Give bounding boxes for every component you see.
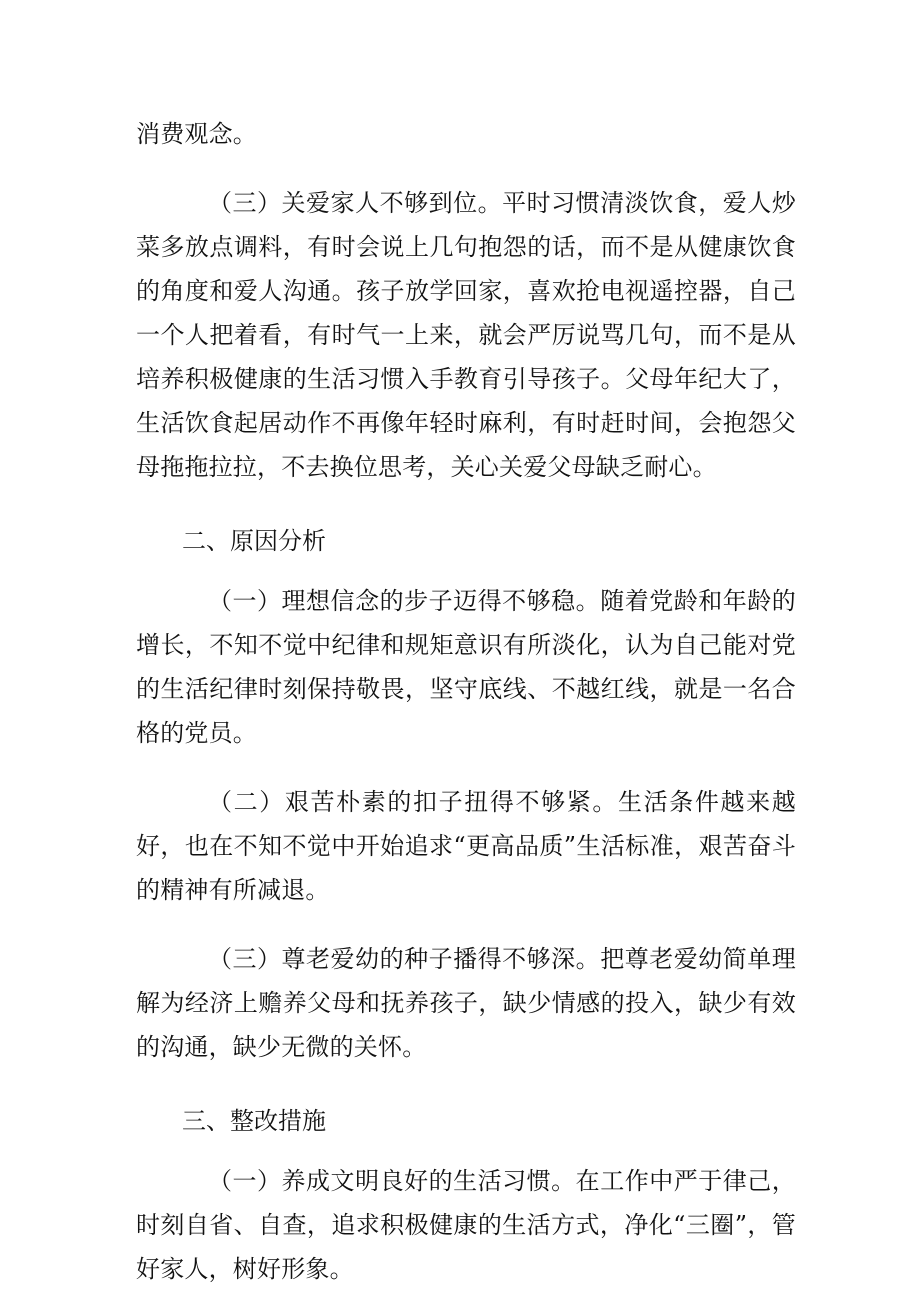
paragraph-frugality: （二）艰苦朴素的扣子扭得不够紧。生活条件越来越好，也在不知不觉中开始追求“更高品质”生活标准，艰苦奋斗的精神有所减退。 xyxy=(136,788,796,904)
paragraph-continuation: 消费观念。 xyxy=(136,120,257,148)
document-page xyxy=(136,112,796,1291)
section-heading-cause-analysis: 二、原因分析 xyxy=(182,527,326,555)
section-heading-rectification-measures: 三、整改措施 xyxy=(182,1107,326,1135)
paragraph-ideals-beliefs: （一）理想信念的步子迈得不够稳。随着党龄和年龄的增长，不知不觉中纪律和规矩意识有所淡化，认为自己能对党的生活纪律时刻保持敬畏，坚守底线、不越红线，就是一名合格的党员。 xyxy=(136,587,796,747)
paragraph-good-habits: （一）养成文明良好的生活习惯。在工作中严于律己，时刻自省、自查，追求积极健康的生活方式，净化“三圈”，管好家人，树好形象。 xyxy=(136,1167,796,1283)
paragraph-respect-elders: （三）尊老爱幼的种子播得不够深。把尊老爱幼简单理解为经济上赡养父母和抚养孩子，缺少情感的投入，缺少有效的沟通，缺少无微的关怀。 xyxy=(136,945,796,1061)
paragraph-family-care: （三）关爱家人不够到位。平时习惯清淡饮食，爱人炒菜多放点调料，有时会说上几句抱怨的话，而不是从健康饮食的角度和爱人沟通。孩子放学回家，喜欢抢电视遥控器，自己一个人把着看，有时气一上来，就会严厉说骂几句，而不是从培养积极健康的生活习惯入手教育引导孩子。父母年纪大了，生活饮食起居动作不再像年轻时麻利，有时赶时间，会抱怨父母拖拖拉拉，不去换位思考，关心关爱父母缺乏耐心。 xyxy=(136,189,796,481)
